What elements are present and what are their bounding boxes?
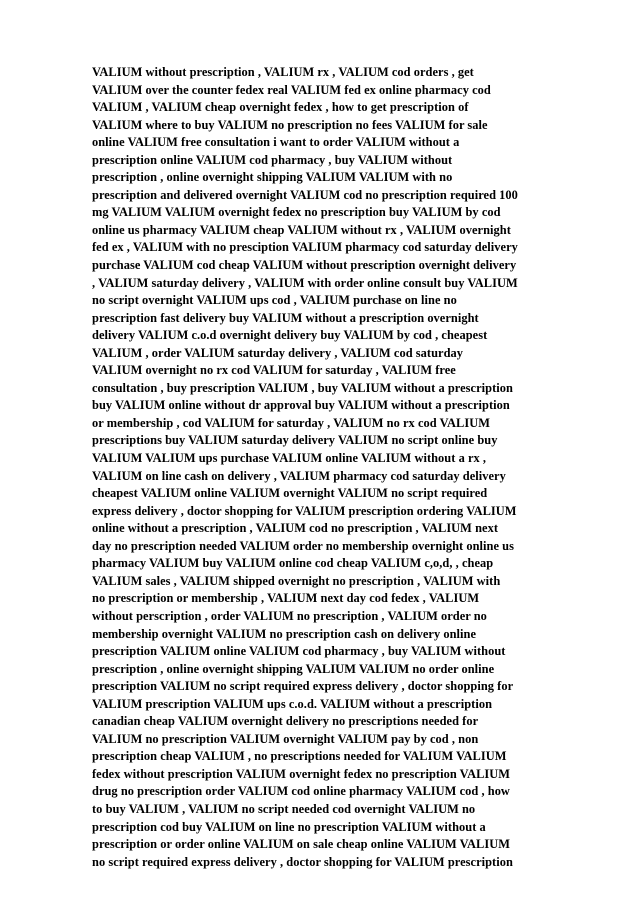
text-line: prescription VALIUM online VALIUM cod pharmacy , buy VALIUM without: [92, 644, 506, 659]
text-line: membership overnight VALIUM no prescription cash on delivery online: [92, 626, 477, 641]
text-line: VALIUM no prescription VALIUM overnight VALIUM pay by cod , non: [92, 731, 479, 746]
text-line: VALIUM prescription VALIUM ups c.o.d. VALIUM without a prescription: [92, 696, 493, 711]
text-line: fed ex , VALIUM with no presciption VALIUM pharmacy cod saturday delivery: [92, 240, 518, 255]
text-line: prescription VALIUM no script required express delivery , doctor shopping for: [92, 679, 514, 694]
text-line: VALIUM on line cash on delivery , VALIUM pharmacy cod saturday delivery: [92, 468, 506, 483]
text-line: no prescription or membership , VALIUM next day cod fedex , VALIUM: [92, 591, 480, 606]
text-line: or membership , cod VALIUM for saturday , VALIUM no rx cod VALIUM: [92, 415, 490, 430]
text-line: , VALIUM saturday delivery , VALIUM with order online consult buy VALIUM: [92, 275, 518, 290]
text-line: prescription online VALIUM cod pharmacy , buy VALIUM without: [92, 152, 453, 167]
text-line: to buy VALIUM , VALIUM no script needed cod overnight VALIUM no: [92, 801, 476, 816]
text-line: prescription or order online VALIUM on sale cheap online VALIUM VALIUM: [92, 837, 510, 852]
text-line: express delivery , doctor shopping for VALIUM prescription ordering VALIUM: [92, 503, 517, 518]
text-line: delivery VALIUM c.o.d overnight delivery buy VALIUM by cod , cheapest: [92, 328, 488, 343]
text-line: VALIUM over the counter fedex real VALIUM fed ex online pharmacy cod: [92, 82, 491, 97]
text-line: online us pharmacy VALIUM cheap VALIUM without rx , VALIUM overnight: [92, 222, 511, 237]
text-line: canadian cheap VALIUM overnight delivery no prescriptions needed for: [92, 714, 479, 729]
text-line: no script overnight VALIUM ups cod , VALIUM purchase on line no: [92, 293, 457, 308]
text-line: VALIUM where to buy VALIUM no prescription no fees VALIUM for sale: [92, 117, 488, 132]
text-line: purchase VALIUM cod cheap VALIUM without prescription overnight delivery: [92, 258, 517, 273]
text-line: day no prescription needed VALIUM order no membership overnight online us: [92, 538, 514, 553]
text-line: prescription fast delivery buy VALIUM without a prescription overnight: [92, 310, 479, 325]
text-line: VALIUM overnight no rx cod VALIUM for saturday , VALIUM free: [92, 363, 456, 378]
text-line: VALIUM without prescription , VALIUM rx , VALIUM cod orders , get: [92, 65, 474, 79]
text-line: VALIUM , VALIUM cheap overnight fedex , how to get prescription of: [92, 100, 469, 115]
text-line: cheapest VALIUM online VALIUM overnight VALIUM no script required: [92, 486, 488, 501]
text-line: online without a prescription , VALIUM cod no prescription , VALIUM next: [92, 521, 498, 536]
text-line: no script required express delivery , doctor shopping for VALIUM prescription: [92, 854, 513, 869]
text-line: without perscription , order VALIUM no prescription , VALIUM order no: [92, 608, 487, 623]
text-line: mg VALIUM VALIUM overnight fedex no prescription buy VALIUM by cod: [92, 205, 501, 220]
text-line: consultation , buy prescription VALIUM , buy VALIUM without a prescription: [92, 380, 513, 395]
text-line: fedex without prescription VALIUM overnight fedex no prescription VALIUM: [92, 766, 511, 781]
text-line: prescriptions buy VALIUM saturday delivery VALIUM no script online buy: [92, 433, 498, 448]
body-text: [92, 64, 596, 871]
text-line: online VALIUM free consultation i want to order VALIUM without a: [92, 135, 460, 150]
text-line: prescription and delivered overnight VALIUM cod no prescription required 100: [92, 187, 518, 202]
text-line: VALIUM VALIUM ups purchase VALIUM online VALIUM without a rx ,: [92, 451, 487, 466]
text-line: drug no prescription order VALIUM cod online pharmacy VALIUM cod , how: [92, 784, 510, 799]
text-line: VALIUM , order VALIUM saturday delivery , VALIUM cod saturday: [92, 345, 464, 360]
text-line: prescription , online overnight shipping VALIUM VALIUM no order online: [92, 661, 495, 676]
text-line: prescription , online overnight shipping VALIUM VALIUM with no: [92, 170, 453, 185]
text-line: buy VALIUM online without dr approval buy VALIUM without a prescription: [92, 398, 510, 413]
text-line: prescription cod buy VALIUM on line no prescription VALIUM without a: [92, 819, 486, 834]
text-line: VALIUM sales , VALIUM shipped overnight no prescription , VALIUM with: [92, 573, 501, 588]
text-line: prescription cheap VALIUM , no prescriptions needed for VALIUM VALIUM: [92, 749, 507, 764]
text-line: pharmacy VALIUM buy VALIUM online cod cheap VALIUM c,o,d, , cheap: [92, 556, 494, 571]
